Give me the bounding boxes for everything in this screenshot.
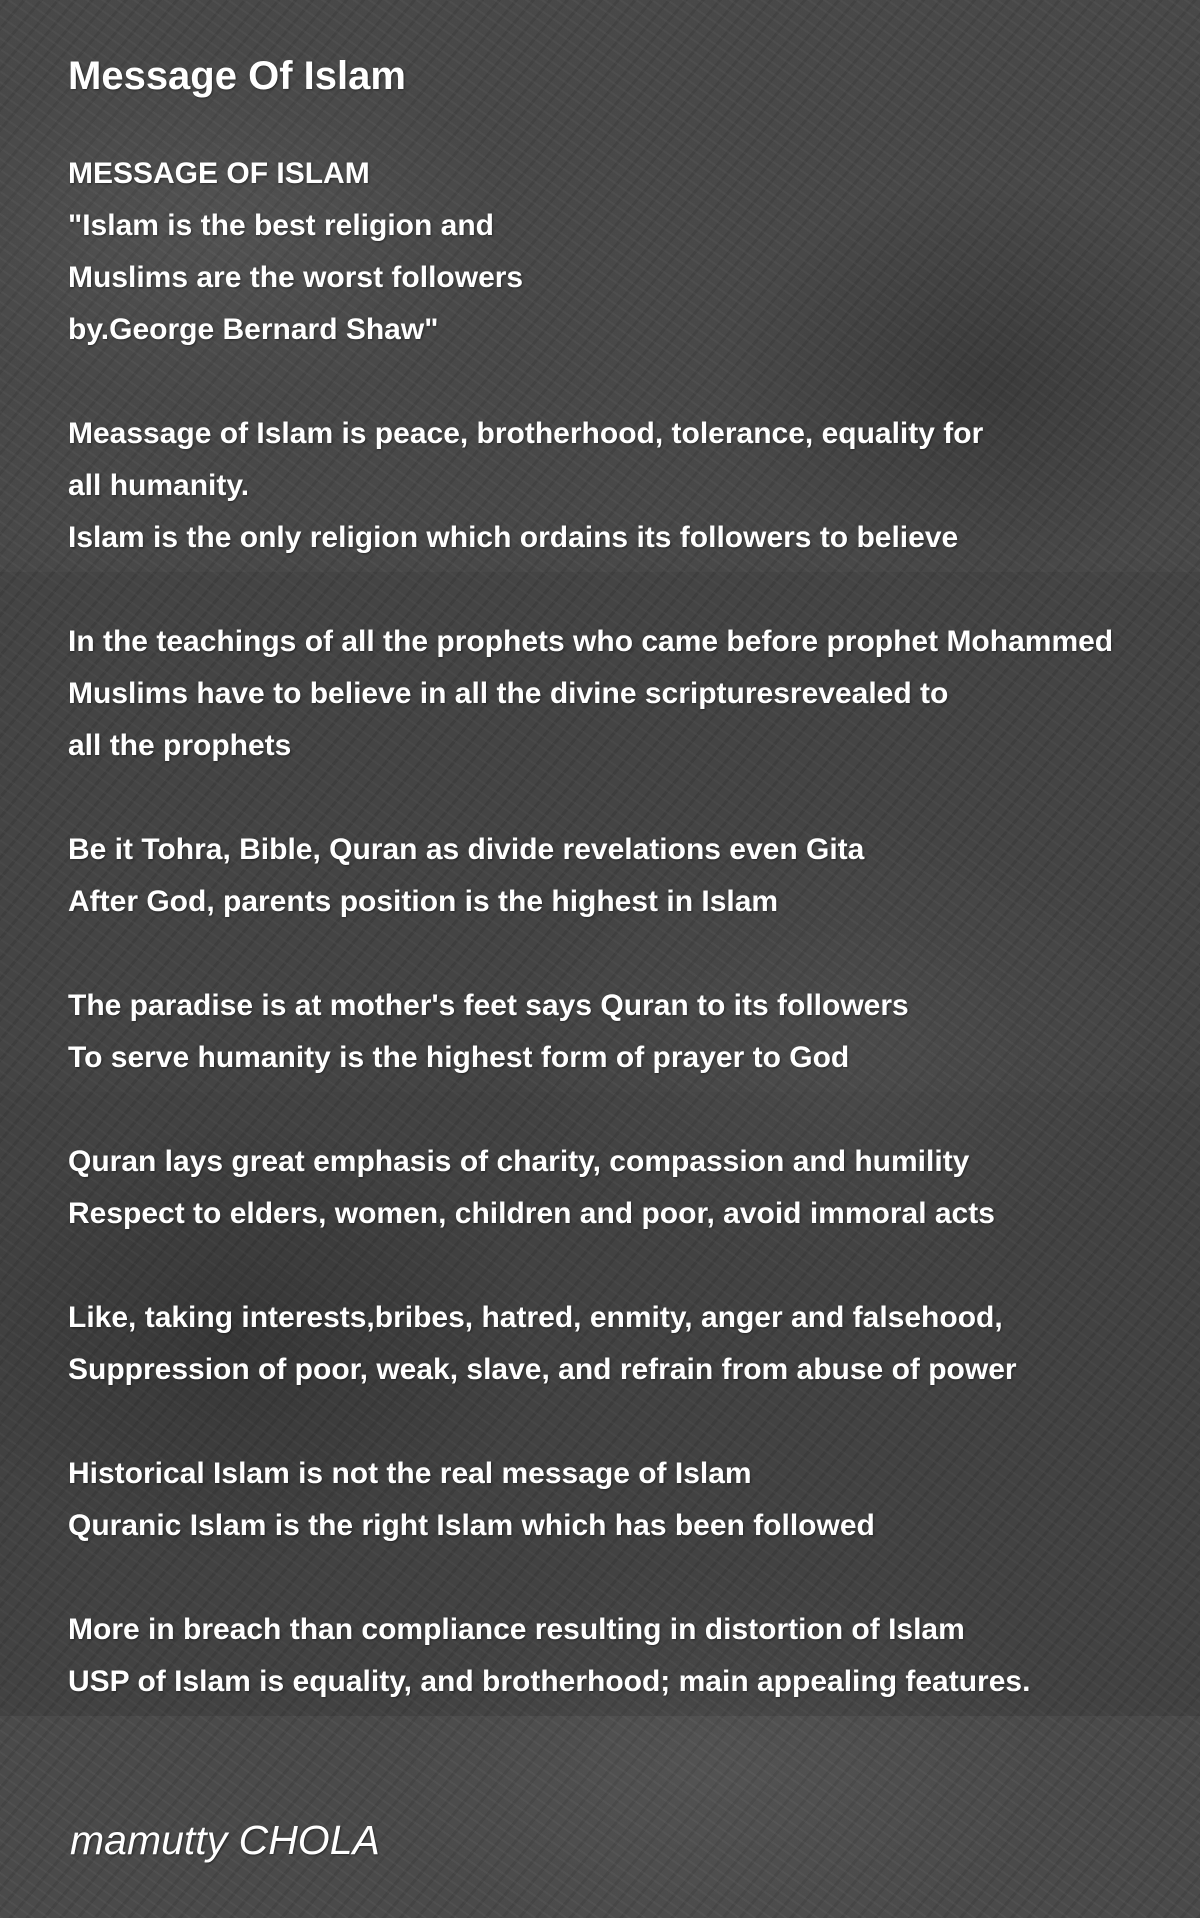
poem-line: After God, parents position is the highest in Islam	[68, 885, 779, 918]
stanza	[68, 408, 1188, 564]
poem-line: Quran lays great emphasis of charity, compassion and humility	[68, 1145, 970, 1178]
poem-line: all the prophets	[68, 729, 292, 762]
poem-line: Muslims have to believe in all the divine scripturesrevealed to	[68, 677, 949, 710]
poem-card	[68, 50, 1188, 1760]
stanza	[68, 1448, 1188, 1552]
stanza	[68, 616, 1188, 772]
poem-line: In the teachings of all the prophets who came before prophet Mohammed	[68, 625, 1114, 658]
poem-line: Historical Islam is not the real message of Islam	[68, 1457, 752, 1490]
poem-line: all humanity.	[68, 469, 250, 502]
poem-line: USP of Islam is equality, and brotherhood; main appealing features.	[68, 1665, 1031, 1698]
poem-line: "Islam is the best religion and	[68, 209, 494, 242]
poem-line: by.George Bernard Shaw"	[68, 313, 439, 346]
poem-line: The paradise is at mother's feet says Quran to its followers	[68, 989, 909, 1022]
poem-line: Quranic Islam is the right Islam which has been followed	[68, 1509, 875, 1542]
author-name: mamutty CHOLA	[70, 1817, 380, 1863]
stanza	[68, 824, 1188, 928]
stanza	[68, 1136, 1188, 1240]
stanza	[68, 1292, 1188, 1396]
poem-line: Like, taking interests,bribes, hatred, enmity, anger and falsehood,	[68, 1301, 1003, 1334]
poem-line: Meassage of Islam is peace, brotherhood, tolerance, equality for	[68, 417, 984, 450]
poem-line: MESSAGE OF ISLAM	[68, 157, 370, 190]
poem-line: Muslims are the worst followers	[68, 261, 524, 294]
poem-line: Be it Tohra, Bible, Quran as divide revelations even Gita	[68, 833, 865, 866]
stanza	[68, 1604, 1188, 1708]
poem-line: To serve humanity is the highest form of prayer to God	[68, 1041, 850, 1074]
poem-line: Suppression of poor, weak, slave, and refrain from abuse of power	[68, 1353, 1017, 1386]
poem-line: Islam is the only religion which ordains its followers to believe	[68, 521, 959, 554]
poem-title: Message Of Islam	[68, 54, 406, 98]
poem-line: Respect to elders, women, children and poor, avoid immoral acts	[68, 1197, 995, 1230]
stanza	[68, 980, 1188, 1084]
stanza	[68, 148, 1188, 356]
poem-line: More in breach than compliance resulting in distortion of Islam	[68, 1613, 965, 1646]
poem-body	[68, 148, 1188, 1708]
